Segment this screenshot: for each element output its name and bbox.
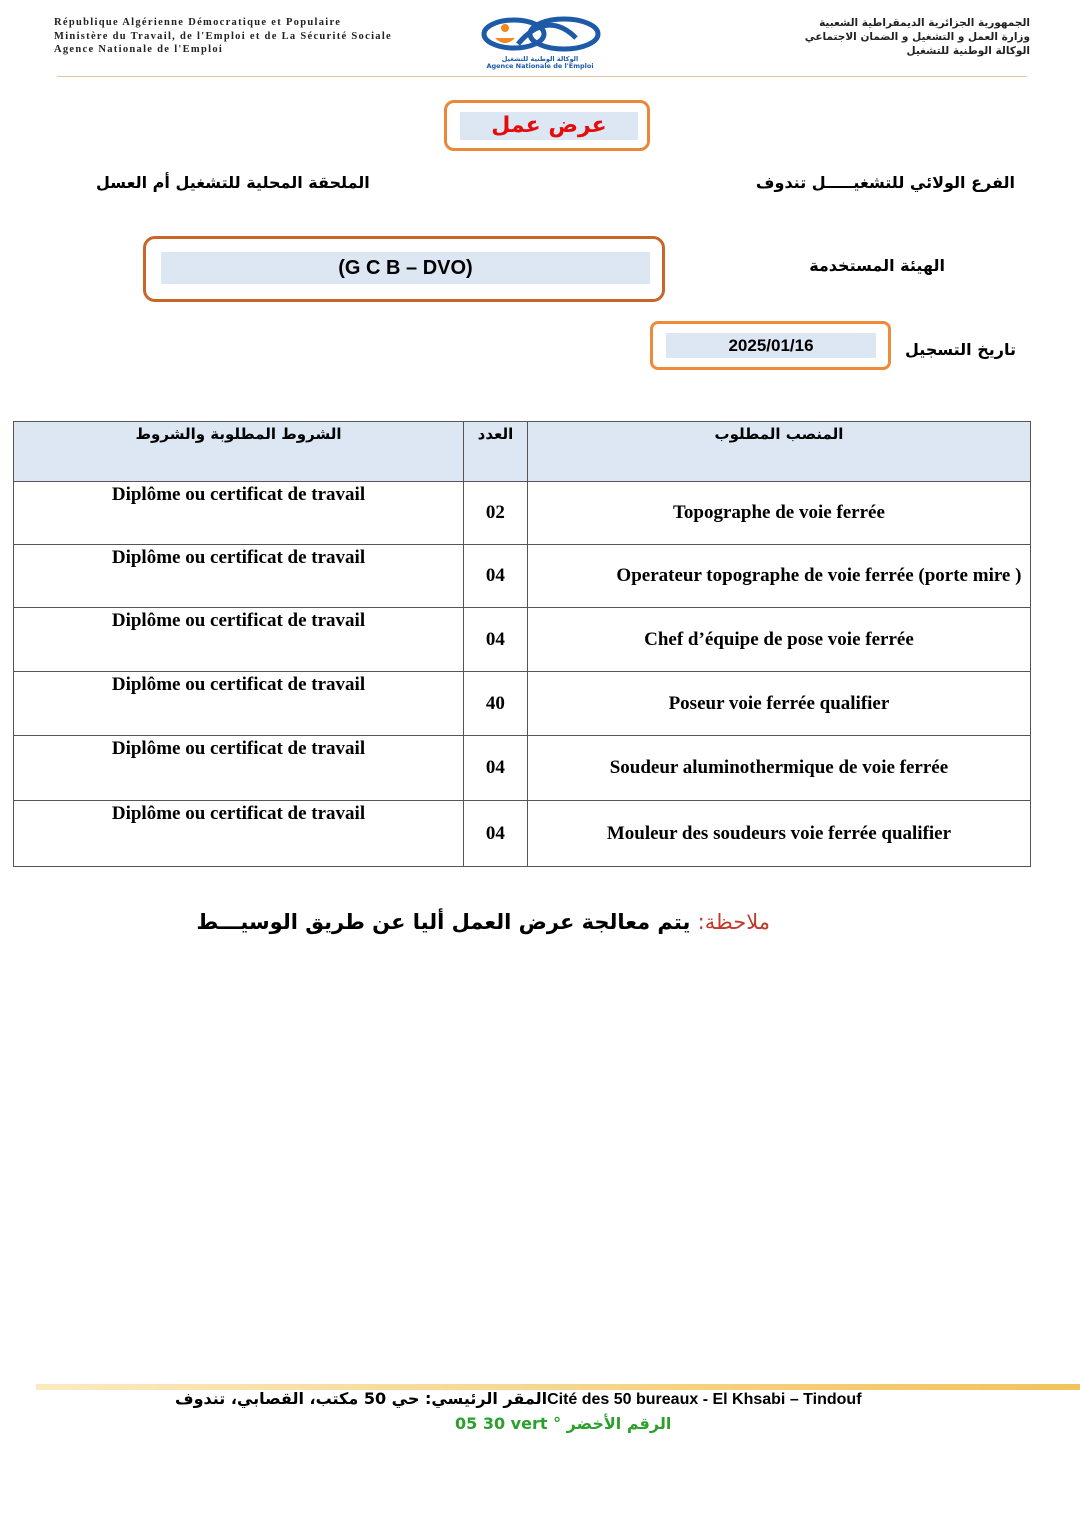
footer-address: [175, 1389, 875, 1409]
title-frame: [444, 100, 650, 151]
table-row: [14, 672, 1031, 736]
header-divider: [57, 76, 1027, 77]
row-position: Poseur voie ferrée qualifier: [527, 672, 1030, 736]
footer-number-value: 05 30 vert °: [455, 1414, 562, 1433]
header-count: العدد: [463, 422, 527, 482]
header-fr-line: Agence Nationale de l'Emploi: [54, 44, 224, 55]
registration-date-frame: [650, 321, 891, 370]
table-row: [14, 608, 1031, 672]
note-prefix: ملاحظة:: [697, 910, 770, 934]
employer-label: الهيئة المستخدمة: [809, 256, 945, 275]
registration-date-value: 2025/01/16: [666, 333, 876, 358]
header-ar-line: وزارة العمل و التشغيل و الضمان الاجتماعي: [804, 31, 1030, 43]
row-count: 04: [463, 608, 527, 672]
registration-date-label: تاريخ التسجيل: [905, 340, 1016, 359]
footer-address-ar: المقر الرئيسي: حي 50 مكتب، القصابي، تندوف: [175, 1389, 548, 1408]
table-header-row: [14, 422, 1031, 482]
header-arabic: [805, 16, 1030, 58]
table-row: [14, 545, 1031, 608]
row-position: Chef d’équipe de pose voie ferrée: [527, 608, 1030, 672]
job-offers-table: [13, 421, 1031, 867]
annex-label: الملحقة المحلية للتشغيل أم العسل: [96, 173, 370, 192]
row-conditions: Diplôme ou certificat de travail: [14, 736, 464, 801]
row-count: 04: [463, 736, 527, 801]
logo-caption: الوكالة الوطنية للتشغيل Agence Nationale de l'Emploi: [486, 55, 594, 70]
page-title: عرض عمل: [460, 112, 638, 140]
footer-green-number: [455, 1414, 672, 1433]
header-ar-line: الجمهورية الجزائرية الديمقراطية الشعبية: [819, 17, 1030, 29]
table-row: [14, 801, 1031, 867]
header-fr-line: République Algérienne Démocratique et Populaire: [54, 17, 342, 28]
header-conditions: الشروط المطلوبة والشروط: [14, 422, 464, 482]
row-conditions: Diplôme ou certificat de travail: [14, 608, 464, 672]
row-conditions: Diplôme ou certificat de travail: [14, 482, 464, 545]
header-ar-line: الوكالة الوطنية للتشغيل: [906, 45, 1030, 57]
row-position: Operateur topographe de voie ferrée (porte mire ): [527, 545, 1030, 608]
header-french: [54, 16, 392, 57]
row-conditions: Diplôme ou certificat de travail: [14, 801, 464, 867]
footer-address-fr: Cité des 50 bureaux - El Khsabi – Tindouf: [547, 1391, 862, 1408]
employer-value: (G C B – DVO): [161, 252, 650, 284]
row-position: Soudeur aluminothermique de voie ferrée: [527, 736, 1030, 801]
row-position: Mouleur des soudeurs voie ferrée qualifier: [527, 801, 1030, 867]
header-fr-line: Ministère du Travail, de l'Emploi et de La Sécurité Sociale: [54, 30, 393, 42]
footer-number-label: الرقم الأخضر: [566, 1414, 672, 1433]
row-position: Topographe de voie ferrée: [527, 482, 1030, 545]
row-count: 04: [463, 545, 527, 608]
header-position: المنصب المطلوب: [527, 422, 1030, 482]
row-conditions: Diplôme ou certificat de travail: [14, 672, 464, 736]
note-text: يتم معالجة عرض العمل أليا عن طريق الوسيـــط: [196, 910, 691, 934]
processing-note: [196, 910, 770, 934]
row-conditions: Diplôme ou certificat de travail: [14, 545, 464, 608]
employer-frame: [143, 236, 665, 302]
table-row: [14, 736, 1031, 801]
branch-label: الفرع الولائي للتشغيـــــل تندوف: [755, 173, 1015, 192]
table-row: [14, 482, 1031, 545]
row-count: 04: [463, 801, 527, 867]
row-count: 02: [463, 482, 527, 545]
row-count: 40: [463, 672, 527, 736]
